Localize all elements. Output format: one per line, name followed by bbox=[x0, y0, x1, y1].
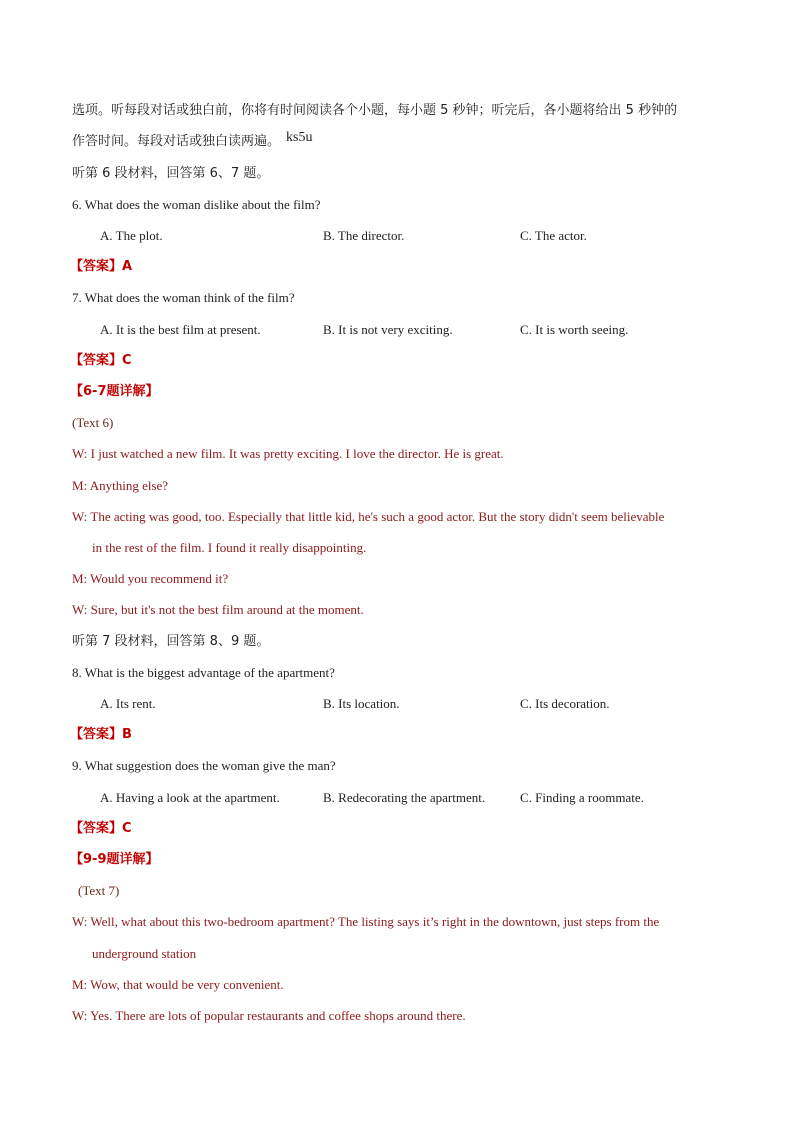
dialog-7-line-3: W: Yes. There are lots of popular restaurants and coffee shops around there. bbox=[72, 1008, 466, 1023]
q6-option-a: A. The plot. bbox=[100, 228, 163, 243]
q8-option-a: A. Its rent. bbox=[100, 696, 156, 711]
q7-option-b: B. It is not very exciting. bbox=[323, 322, 453, 337]
section-7-heading: 听第 7 段材料，回答第 8、9 题。 bbox=[72, 634, 270, 649]
q7-answer: 【答案】C bbox=[70, 353, 132, 368]
text-7-label: (Text 7) bbox=[78, 883, 120, 898]
dialog-7-line-1: W: Well, what about this two-bedroom apartment? The listing says it’s right in the downtown, just steps from the bbox=[72, 914, 660, 929]
section-6-heading: 听第 6 段材料，回答第 6、7 题。 bbox=[72, 166, 270, 181]
q9-option-c: C. Finding a roommate. bbox=[520, 790, 644, 805]
dialog-6-line-2: M: Anything else? bbox=[72, 478, 169, 493]
watermark-text: ks5u bbox=[286, 130, 313, 145]
intro-line-2 bbox=[72, 130, 313, 150]
q7-option-a: A. It is the best film at present. bbox=[100, 322, 261, 337]
question-8: 8. What is the biggest advantage of the apartment? bbox=[72, 665, 335, 680]
dialog-6-line-3-cont: in the rest of the film. I found it really disappointing. bbox=[92, 540, 367, 555]
q7-option-c: C. It is worth seeing. bbox=[520, 322, 629, 337]
q8-answer: 【答案】B bbox=[70, 727, 132, 742]
text-6-label: (Text 6) bbox=[72, 415, 114, 430]
q6-answer: 【答案】A bbox=[70, 259, 133, 274]
q9-option-a: A. Having a look at the apartment. bbox=[100, 790, 280, 805]
intro-line-1: 选项。听每段对话或独白前，你将有时间阅读各个小题，每小题 5 秒钟；听完后，各小题将给出 5 秒钟的 bbox=[72, 103, 678, 118]
dialog-6-line-5: W: Sure, but it's not the best film around at the moment. bbox=[72, 602, 364, 617]
q6-option-c: C. The actor. bbox=[520, 228, 587, 243]
dialog-6-line-1: W: I just watched a new film. It was pretty exciting. I love the director. He is great. bbox=[72, 446, 504, 461]
q8-option-b: B. Its location. bbox=[323, 696, 400, 711]
dialog-7-line-2: M: Wow, that would be very convenient. bbox=[72, 977, 284, 992]
dialog-6-line-3: W: The acting was good, too. Especially that little kid, he's such a good actor. But the story didn't seem believable bbox=[72, 509, 665, 524]
question-9: 9. What suggestion does the woman give the man? bbox=[72, 758, 336, 773]
question-6: 6. What does the woman dislike about the film? bbox=[72, 197, 321, 212]
q8-option-c: C. Its decoration. bbox=[520, 696, 610, 711]
q6-option-b: B. The director. bbox=[323, 228, 405, 243]
dialog-6-line-4: M: Would you recommend it? bbox=[72, 571, 229, 586]
explain-9-9-title: 【9-9题详解】 bbox=[70, 852, 159, 867]
intro-line-2-text: 作答时间。每段对话或独白读两遍。 bbox=[72, 134, 281, 149]
q9-option-b: B. Redecorating the apartment. bbox=[323, 790, 486, 805]
explain-6-7-title: 【6-7题详解】 bbox=[70, 384, 159, 399]
q9-answer: 【答案】C bbox=[70, 821, 132, 836]
question-7: 7. What does the woman think of the film? bbox=[72, 290, 295, 305]
dialog-7-line-1-cont: underground station bbox=[92, 946, 197, 961]
